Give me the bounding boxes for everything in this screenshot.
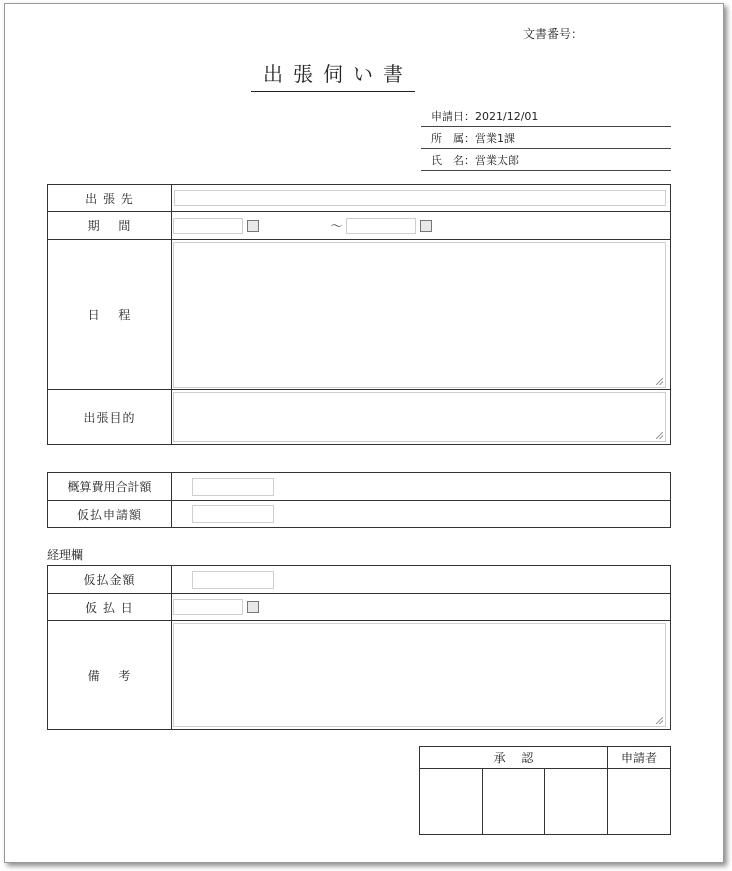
advance-date-label: 仮 払 日: [48, 594, 172, 621]
advance-date-calendar-icon[interactable]: [247, 601, 259, 613]
application-date: 申請日：2021/12/01: [421, 108, 671, 127]
period-end-input[interactable]: [346, 218, 416, 234]
period-label: 期 間: [48, 212, 172, 240]
resize-grip-icon[interactable]: [656, 432, 663, 439]
form-page: [4, 3, 724, 863]
applicant-stamp-label: 申請者: [608, 747, 671, 769]
approval-stamp-cell: [545, 769, 608, 835]
approval-table: [419, 746, 671, 835]
approval-stamp-cell: [483, 769, 545, 835]
accounting-table: [47, 565, 671, 730]
remarks-textarea[interactable]: [173, 623, 666, 727]
destination-input[interactable]: [174, 190, 666, 206]
advance-amount-label: 仮払金額: [48, 566, 172, 594]
estimated-total-label: 概算費用合計額: [48, 473, 172, 501]
approval-stamp-cell: [420, 769, 483, 835]
schedule-textarea[interactable]: [173, 242, 666, 388]
applicant-name: 氏 名：営業太郎: [421, 152, 671, 171]
period-start-calendar-icon[interactable]: [247, 220, 259, 232]
purpose-label: 出張目的: [48, 390, 172, 445]
advance-date-input[interactable]: [173, 599, 243, 615]
advance-amount-input[interactable]: [192, 571, 274, 589]
advance-request-input[interactable]: [192, 505, 274, 523]
page-title: [5, 58, 723, 92]
department: 所 属：営業1課: [421, 130, 671, 149]
purpose-textarea[interactable]: [173, 392, 666, 442]
schedule-label: 日 程: [48, 240, 172, 390]
applicant-stamp-cell: [608, 769, 671, 835]
period-start-input[interactable]: [173, 218, 243, 234]
page-title-text: 出張伺い書: [251, 58, 415, 92]
resize-grip-icon[interactable]: [656, 717, 663, 724]
approval-label: 承 認: [420, 747, 608, 769]
period-end-calendar-icon[interactable]: [420, 220, 432, 232]
resize-grip-icon[interactable]: [656, 378, 663, 385]
accounting-section-label: 経理欄: [47, 548, 84, 562]
advance-request-label: 仮払申請額: [48, 501, 172, 528]
trip-details-table: [47, 184, 671, 445]
remarks-label: 備 考: [48, 621, 172, 730]
document-number-label: 文書番号：: [522, 27, 583, 41]
cost-table: [47, 472, 671, 528]
estimated-total-input[interactable]: [192, 478, 274, 496]
destination-label: 出 張 先: [48, 185, 172, 212]
period-separator: ～: [330, 219, 343, 233]
